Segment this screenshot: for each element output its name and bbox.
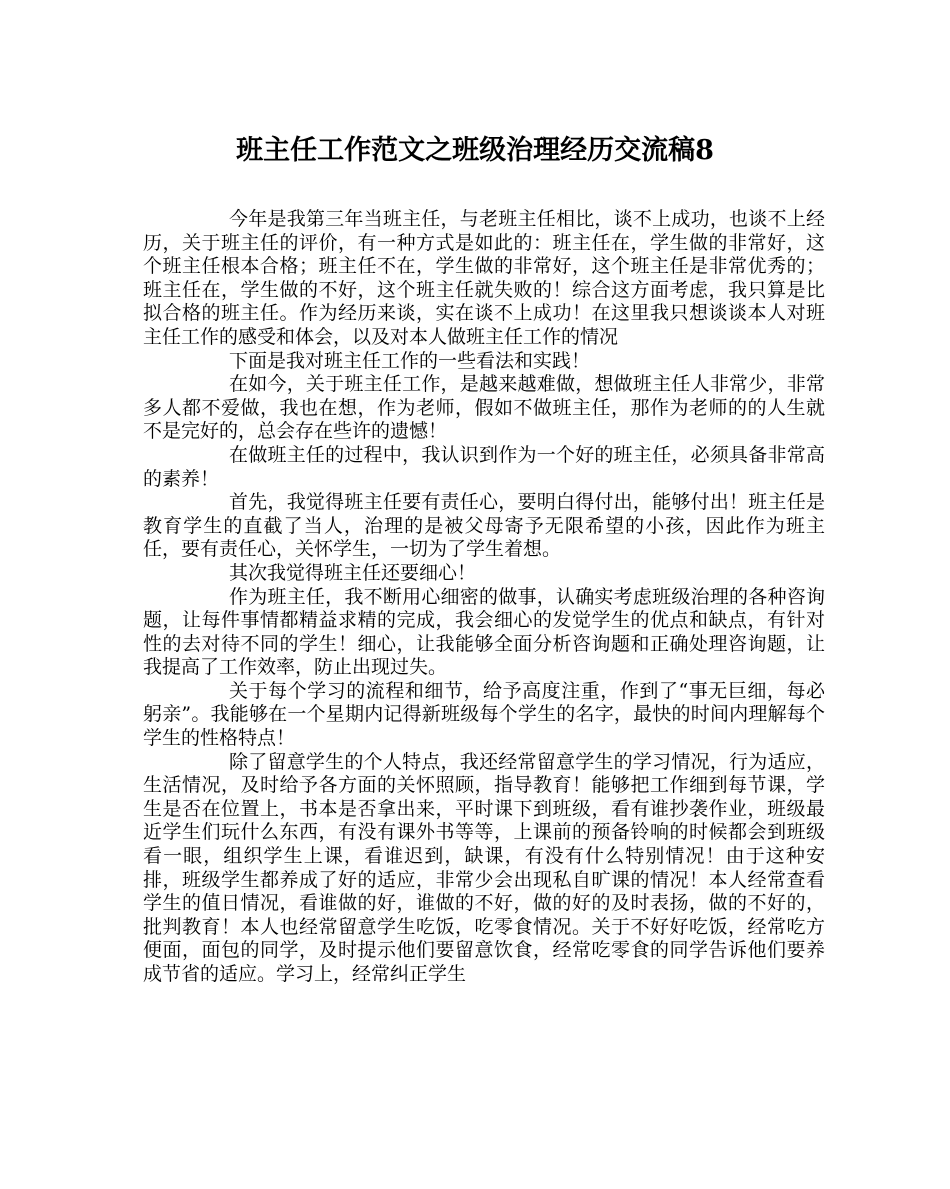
paragraph: 作为班主任，我不断用心细密的做事，认确实考虑班级治理的各种咨询题，让每件事情都精益求精的完成，我会细心的发觉学生的优点和缺点，有针对性的去对待不同的学生！细心，让我能够全面分析咨询题和正确处理咨询题，让我提高了工作效率，防止出现过失。 [143, 585, 825, 679]
paragraph: 下面是我对班主任工作的一些看法和实践！ [229, 349, 591, 372]
paragraph: 除了留意学生的个人特点，我还经常留意学生的学习情况，行为适应，生活情况，及时给予各方面的关怀照顾，指导教育！能够把工作细到每节课，学生是否在位置上，书本是否拿出来，平时课下到班级，看有谁抄袭作业，班级最近学生们玩什么东西，有没有课外书等等，上课前的预备铃响的时候都会到班级看一眼，组织学生上课，看谁迟到，缺课，有没有什么特别情况！由于这种安排，班级学生都养成了好的适应，非常少会出现私自旷课的情况！本人经常查看学生的值日情况，看谁做的好，谁做的不好，做的好的及时表扬，做的不好的，批判教育！本人也经常留意学生吃饭，吃零食情况。关于不好好吃饭，经常吃方便面，面包的同学，及时提示他们要留意饮食，经常吃零食的同学告诉他们要养成节省的适应。学习上，经常纠正学生 [143, 750, 825, 985]
document-body [143, 208, 825, 987]
paragraph: 今年是我第三年当班主任，与老班主任相比，谈不上成功，也谈不上经历，关于班主任的评价，有一种方式是如此的：班主任在，学生做的非常好，这个班主任根本合格；班主任不在，学生做的非常好，这个班主任是非常优秀的；班主任在，学生做的不好，这个班主任就失败的！综合这方面考虑，我只算是比拟合格的班主任。作为经历来谈，实在谈不上成功！在这里我只想谈谈本人对班主任工作的感受和体会，以及对本人做班主任工作的情况 [143, 208, 825, 348]
paragraph: 在如今，关于班主任工作，是越来越难做，想做班主任人非常少，非常多人都不爱做，我也在想，作为老师，假如不做班主任，那作为老师的的人生就不是完好的，总会存在些许的遗憾！ [143, 373, 825, 443]
document-title: 班主任工作范文之班级治理经历交流稿8 [236, 135, 714, 166]
paragraph: 关于每个学习的流程和细节，给予高度注重，作到了“事无巨细，每必躬亲”。我能够在一个星期内记得新班级每个学生的名字，最快的时间内理解每个学生的性格特点！ [143, 679, 825, 750]
paragraph: 在做班主任的过程中，我认识到作为一个好的班主任，必须具备非常高的素养！ [143, 443, 825, 490]
paragraph: 其次我觉得班主任还要细心！ [229, 561, 477, 584]
paragraph: 首先，我觉得班主任要有责任心，要明白得付出，能够付出！班主任是教育学生的直截了当人，治理的是被父母寄予无限希望的小孩，因此作为班主任，要有责任心，关怀学生，一切为了学生着想。 [143, 491, 825, 561]
